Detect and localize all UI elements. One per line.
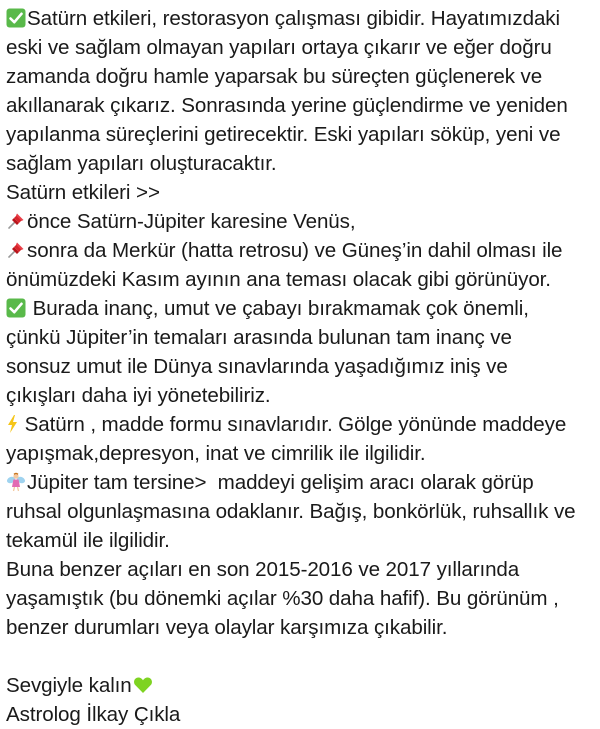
paragraph-line (6, 526, 598, 555)
pushpin-icon (6, 211, 26, 231)
pinned-line (6, 207, 598, 236)
paragraph-text: çünkü Jüpiter’in temaları arasında bulunan tam inanç ve (6, 326, 512, 349)
paragraph-text: Satürn , madde formu sınavlarıdır. Gölge yönünde maddeye (19, 413, 567, 436)
paragraph-text: benzer durumları veya olaylar karşımıza çıkabilir. (6, 616, 448, 639)
spacer (6, 642, 598, 671)
paragraph-line (6, 613, 598, 642)
paragraph-line (6, 149, 598, 178)
paragraph-text: Satürn etkileri, restorasyon çalışması gibidir. Hayatımızdaki (27, 7, 560, 30)
green-heart-icon (133, 675, 153, 695)
paragraph-text: ruhsal olgunlaşmasına odaklanır. Bağış, bonkörlük, ruhsallık ve (6, 500, 576, 523)
paragraph-line (6, 584, 598, 613)
author-name: Astrolog İlkay Çıkla (6, 703, 181, 726)
paragraph-text: önümüzdeki Kasım ayının ana teması olacak gibi görünüyor. (6, 268, 551, 291)
paragraph-text: yapılanma süreçlerini getirecektir. Eski yapıları söküp, yeni ve (6, 123, 561, 146)
paragraph-line (6, 62, 598, 91)
lightning-icon (6, 414, 18, 434)
paragraph-text: sağlam yapıları oluşturacaktır. (6, 152, 277, 175)
paragraph-text: tekamül ile ilgilidir. (6, 529, 170, 552)
paragraph-text: zamanda doğru hamle yaparsak bu süreçten güçlenerek ve (6, 65, 543, 88)
fairy-icon (6, 472, 26, 492)
paragraph-line (6, 468, 598, 497)
paragraph-text: Burada inanç, umut ve çabayı bırakmamak çok önemli, (27, 297, 529, 320)
signoff-text: Sevgiyle kalın (6, 674, 132, 697)
section-heading-text: Satürn etkileri >> (6, 181, 160, 204)
paragraph-line (6, 120, 598, 149)
check-mark-button-icon (6, 8, 26, 28)
paragraph-line (6, 4, 598, 33)
paragraph-line (6, 439, 598, 468)
paragraph-text: Buna benzer açıları en son 2015-2016 ve 2017 yıllarında (6, 558, 520, 581)
post-text (6, 4, 598, 729)
pushpin-icon (6, 240, 26, 260)
paragraph-text: Jüpiter tam tersine> maddeyi gelişim aracı olarak görüp (27, 471, 534, 494)
paragraph-text: sonsuz umut ile Dünya sınavlarında yaşadığımız iniş ve (6, 355, 508, 378)
paragraph-text: akıllanarak çıkarız. Sonrasında yerine güçlendirme ve yeniden (6, 94, 568, 117)
paragraph-line (6, 91, 598, 120)
author-line (6, 700, 598, 729)
pinned-text: sonra da Merkür (hatta retrosu) ve Güneş’in dahil olması ile (27, 239, 563, 262)
paragraph-text: çıkışları daha iyi yönetebiliriz. (6, 384, 271, 407)
paragraph-line (6, 33, 598, 62)
check-mark-button-icon (6, 298, 26, 318)
paragraph-line (6, 294, 598, 323)
paragraph-line (6, 352, 598, 381)
paragraph-line (6, 381, 598, 410)
signoff-line (6, 671, 598, 700)
paragraph-line (6, 265, 598, 294)
paragraph-line (6, 410, 598, 439)
paragraph-line (6, 323, 598, 352)
paragraph-text: yaşamıştık (bu dönemki açılar %30 daha hafif). Bu görünüm , (6, 587, 559, 610)
pinned-text: önce Satürn-Jüpiter karesine Venüs, (27, 210, 356, 233)
section-heading (6, 178, 598, 207)
paragraph-line (6, 497, 598, 526)
paragraph-text: eski ve sağlam olmayan yapıları ortaya çıkarır ve eğer doğru (6, 36, 552, 59)
paragraph-text: yapışmak,depresyon, inat ve cimrilik ile ilgilidir. (6, 442, 426, 465)
pinned-line (6, 236, 598, 265)
paragraph-line (6, 555, 598, 584)
